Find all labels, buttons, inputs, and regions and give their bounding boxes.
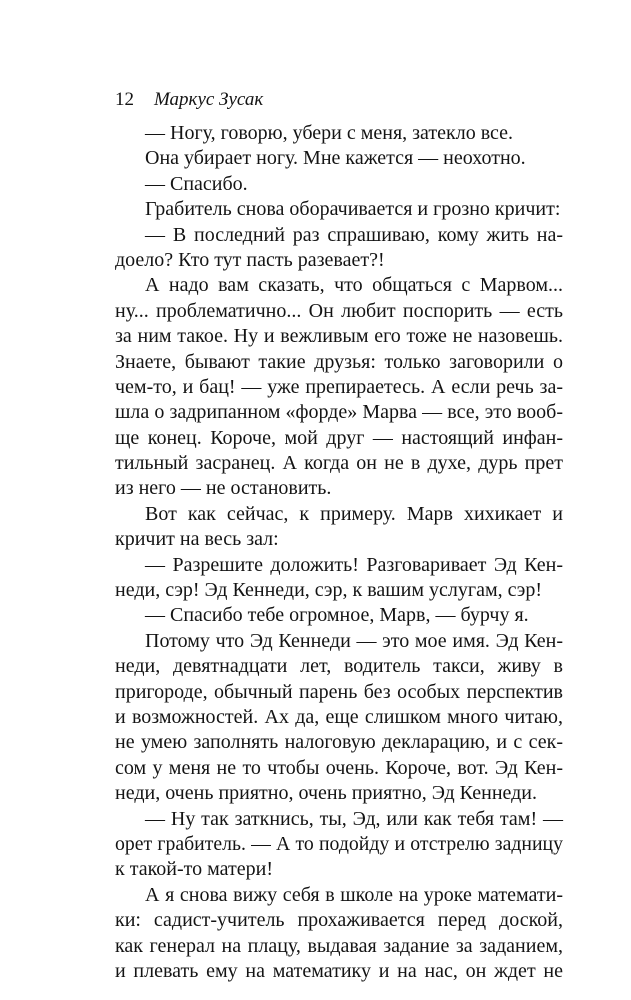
text-line: — Спасибо. — [145, 172, 248, 195]
text-line: ну... проблематично... Он любит поспорить — есть — [115, 299, 563, 322]
text-line: и возможностей. Ах да, еще слишком много читаю, — [115, 705, 563, 728]
text-line: пригороде, обычный парень без особых перспектив — [115, 680, 563, 703]
text-line: — Спасибо тебе огромное, Марв, — бурчу я. — [145, 604, 529, 627]
text-line: Она убирает ногу. Мне кажется — неохотно. — [145, 147, 526, 170]
text-line: за ним такое. Ну и вежливым его тоже не назовешь. — [115, 325, 563, 348]
text-line: шла о задрипанном «форде» Марва — все, это вооб- — [115, 401, 563, 424]
text-line: сом у меня не то чтобы очень. Короче, вот. Эд Кен- — [115, 756, 563, 779]
text-line: ще конец. Короче, мой друг — настоящий инфан- — [115, 426, 563, 449]
text-line: и плевать ему на математику и на нас, он ждет не — [115, 959, 563, 982]
text-line: неди, девятнадцати лет, водитель такси, живу в — [115, 655, 563, 678]
text-line: чем-то, и бац! — уже препираетесь. А если речь за- — [115, 375, 563, 398]
text-line: — Ногу, говорю, убери с меня, затекло все. — [145, 122, 514, 144]
page-number: 12 — [115, 89, 134, 110]
text-line: Вот как сейчас, к примеру. Марв хихикает и — [145, 502, 563, 525]
author-name: Маркус Зусак — [154, 89, 264, 110]
text-line: — Ну так заткнись, ты, Эд, или как тебя там! — — [145, 807, 563, 830]
text-line: кричит на весь зал: — [115, 528, 279, 551]
text-line: А надо вам сказать, что общаться с Марвом... — [145, 274, 563, 297]
text-line: — В последний раз спрашиваю, кому жить на- — [145, 223, 563, 246]
text-line: как генерал на плацу, выдавая задание за заданием, — [115, 934, 563, 957]
text-line: не умею заполнять налоговую декларацию, и с сек- — [115, 731, 563, 754]
text-line: тильный засранец. А когда он не в духе, дурь прет — [115, 452, 563, 475]
text-line: — Разрешите доложить! Разговаривает Эд Кен- — [145, 553, 563, 576]
text-line: из него — не остановить. — [115, 477, 332, 500]
text-line: к такой-то матери! — [115, 858, 273, 881]
text-line: Грабитель снова оборачивается и грозно кричит: — [145, 198, 561, 221]
text-line: Знаете, бывают такие друзья: только заговорили о — [115, 350, 563, 373]
body-text — [115, 121, 563, 984]
text-line: доело? Кто тут пасть разевает?! — [115, 248, 385, 271]
text-line: неди, очень приятно, очень приятно, Эд Кеннеди. — [115, 782, 538, 805]
text-line: орет грабитель. — А то подойду и отстрелю задницу — [115, 832, 563, 855]
text-line: ки: садист-учитель прохаживается перед доской, — [115, 909, 563, 932]
running-head — [115, 88, 263, 112]
text-line: А я снова вижу себя в школе на уроке математи- — [145, 883, 563, 906]
text-line: неди, сэр! Эд Кеннеди, сэр, к вашим услугам, сэр! — [115, 579, 542, 602]
text-line: Потому что Эд Кеннеди — это мое имя. Эд Кен- — [145, 629, 563, 652]
